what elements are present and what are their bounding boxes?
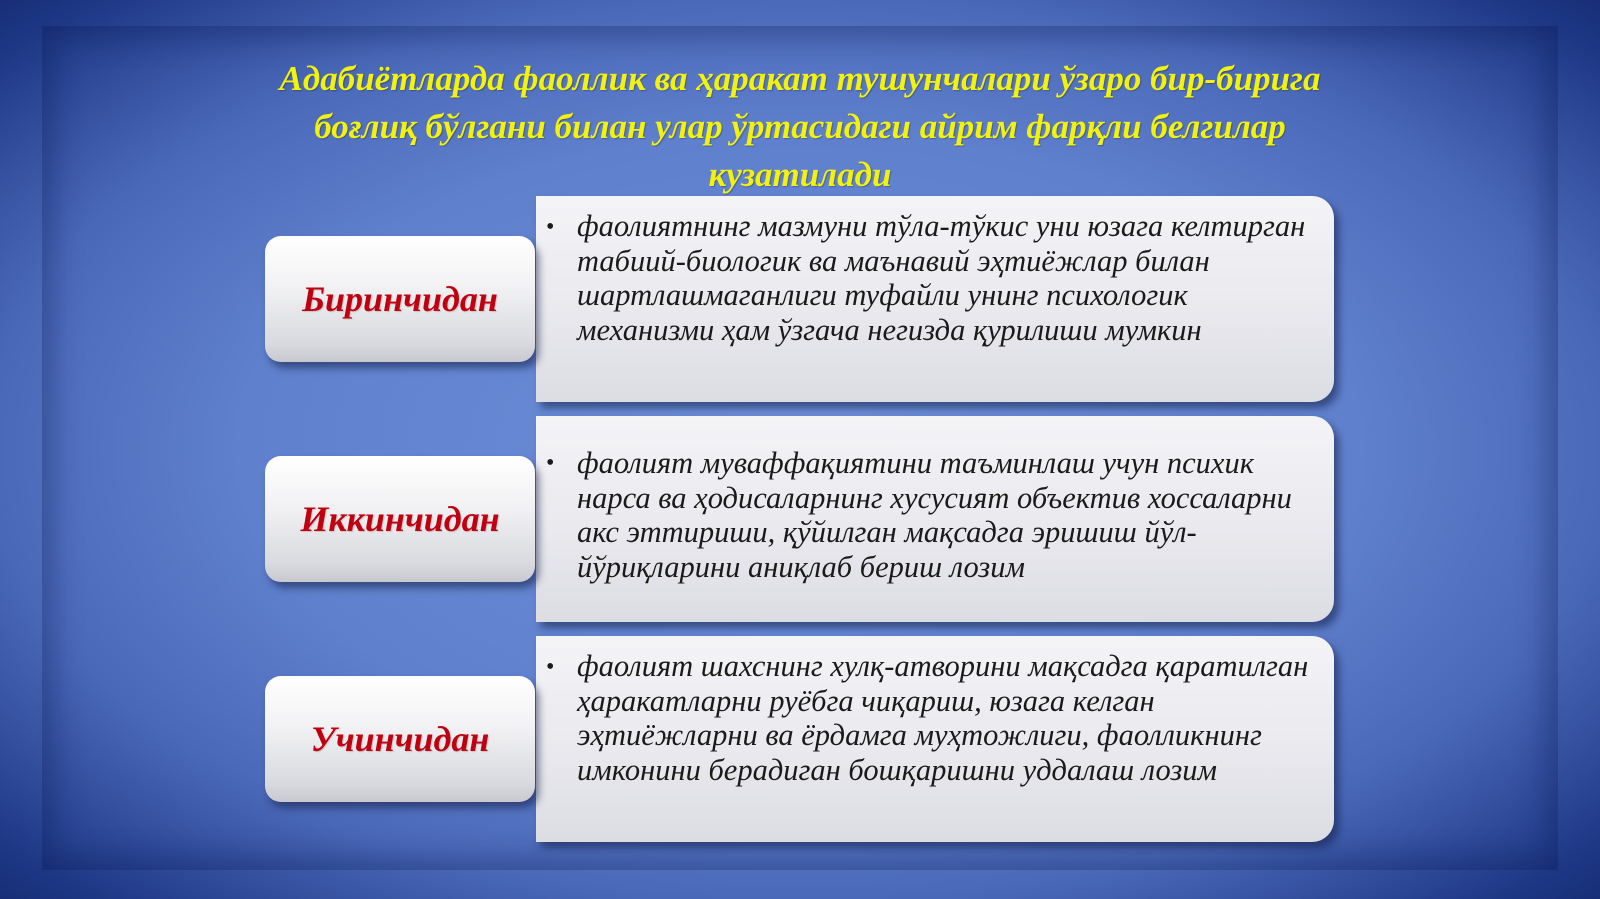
content-text-second: фаолият муваффақиятини таъминлаш учун психик нарса ва ҳодисаларнинг хусусият объектив хоссаларни акс эттириши, қўйилган мақсадга эришиш йўл-йўриқларини аниқлаб бериш лозим xyxy=(577,446,1292,584)
content-box-second xyxy=(536,416,1334,622)
content-box-first xyxy=(536,196,1334,402)
bullet-marker: • xyxy=(546,214,555,240)
slide-title: Адабиётларда фаоллик ва ҳаракат тушунчалари ўзаро бир-бирига боғлиқ бўлгани билан улар ўртасидаги айрим фарқли белгилар кузатилади xyxy=(279,59,1321,194)
content-text-third: фаолият шахснинг хулқ-атворини мақсадга қаратилган ҳаракатларни руёбга чиқариш, юзага келган эҳтиёжларни ва ёрдамга муҳтожлиги, фаолликнинг имконини берадиган бошқаришни уддалаш лозим xyxy=(577,649,1309,787)
content-box-third xyxy=(536,636,1334,842)
bullet-marker: • xyxy=(546,654,555,680)
label-third: Учинчидан xyxy=(310,719,490,759)
label-box-third xyxy=(265,676,535,802)
label-first: Биринчидан xyxy=(302,279,498,319)
label-box-first xyxy=(265,236,535,362)
label-box-second xyxy=(265,456,535,582)
label-second: Иккинчидан xyxy=(300,499,500,539)
content-text-first: фаолиятнинг мазмуни тўла-тўкис уни юзага келтирган табиий-биологик ва маънавий эҳтиёжлар билан шартлашмаганлиги туфайли унинг психологик механизми ҳам ўзгача негизда қурилиши мумкин xyxy=(577,209,1306,347)
bullet-marker: • xyxy=(546,450,555,476)
